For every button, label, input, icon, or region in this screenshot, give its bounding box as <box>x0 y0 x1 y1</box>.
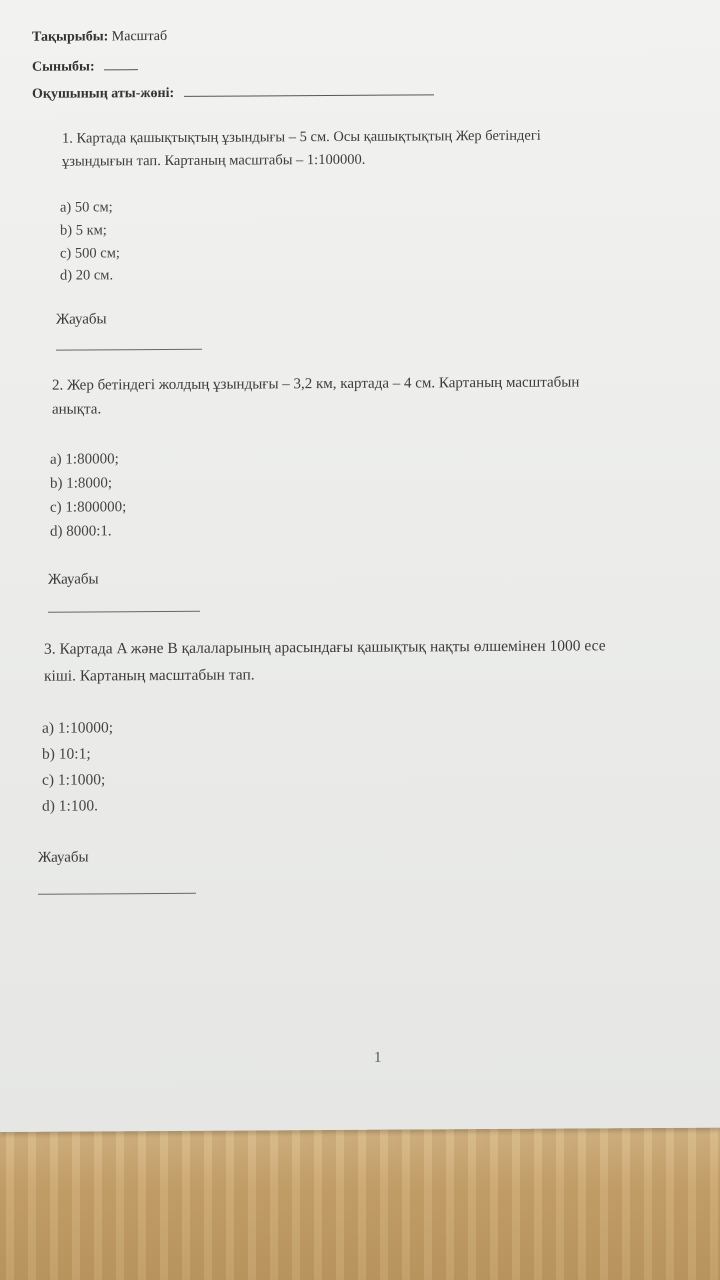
question-3-answer-label: Жауабы <box>38 849 89 866</box>
question-1-option-a[interactable]: a) 50 см; <box>60 199 113 216</box>
question-2-option-a[interactable]: a) 1:80000; <box>50 451 119 468</box>
student-name-blank[interactable] <box>184 94 434 97</box>
question-1-answer-line[interactable] <box>56 349 202 351</box>
question-1-option-d[interactable]: d) 20 см. <box>60 267 114 284</box>
question-1-answer-label: Жауабы <box>56 311 107 328</box>
question-3-option-a[interactable]: a) 1:10000; <box>42 719 114 737</box>
question-2-option-d[interactable]: d) 8000:1. <box>50 523 112 540</box>
question-2-option-c[interactable]: c) 1:800000; <box>50 499 127 516</box>
class-row <box>32 59 138 76</box>
question-1-line-2: ұзындығын тап. Картаның масштабы – 1:100000. <box>62 151 366 170</box>
question-1-line-1: 1. Картада қашықтықтың ұзындығы – 5 см. Осы қашықтықтың Жер бетіндегі <box>62 127 541 147</box>
question-3-option-c[interactable]: c) 1:1000; <box>42 771 106 789</box>
topic-label: Тақырыбы: <box>32 29 109 45</box>
question-3-line-1: 3. Картада A және B қалаларының арасындағы қашықтық нақты өлшемінен 1000 есе <box>44 637 606 658</box>
wooden-table <box>0 1128 720 1280</box>
question-3-option-b[interactable]: b) 10:1; <box>42 745 91 763</box>
question-3-answer-line[interactable] <box>38 893 196 895</box>
question-2-answer-line[interactable] <box>48 611 200 613</box>
question-2-line-1: 2. Жер бетіндегі жолдың ұзындығы – 3,2 км, картада – 4 см. Картаның масштабын <box>52 374 580 394</box>
class-label: Сыныбы: <box>32 59 95 75</box>
question-2-option-b[interactable]: b) 1:8000; <box>50 475 113 492</box>
page-number: 1 <box>374 1049 382 1066</box>
question-2-answer-label: Жауабы <box>48 571 99 588</box>
question-3-option-d[interactable]: d) 1:100. <box>42 797 98 815</box>
question-3-line-2: кіші. Картаның масштабын тап. <box>44 666 255 685</box>
topic-value: Масштаб <box>111 28 168 45</box>
student-label: Оқушының аты-жөні: <box>32 85 175 102</box>
class-blank[interactable] <box>104 69 138 70</box>
topic-row <box>32 29 167 46</box>
question-1-option-c[interactable]: c) 500 см; <box>60 245 120 262</box>
student-row <box>32 84 434 102</box>
question-2-line-2: анықта. <box>52 401 102 418</box>
question-1-option-b[interactable]: b) 5 км; <box>60 222 107 239</box>
